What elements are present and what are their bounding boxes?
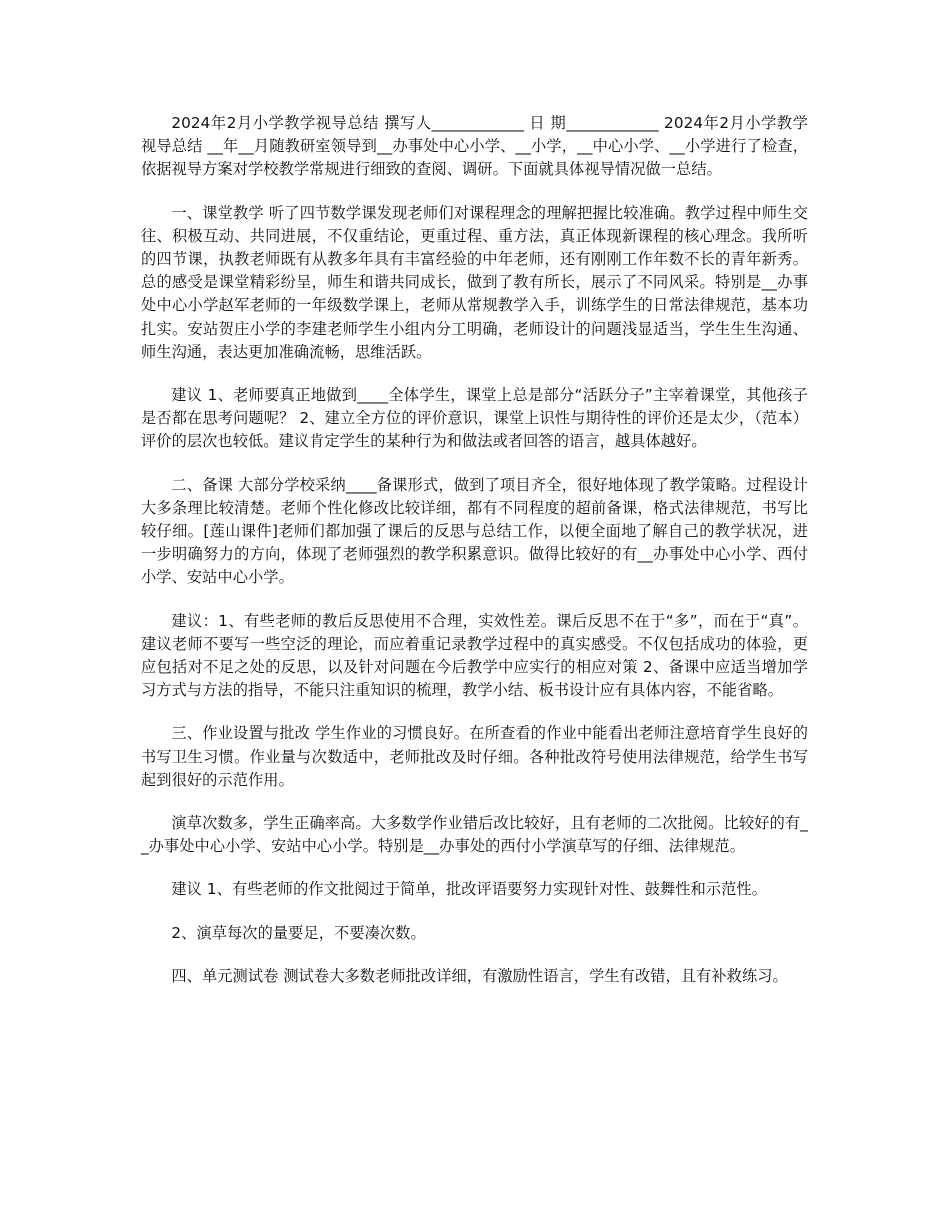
section-homework: 三、作业设置与批改 学生作业的习惯良好。在所查看的作业中能看出老师注意培育学生良好的书写卫生习惯。作业量与次数适中，老师批改及时仔细。各种批改符号使用法律规范，给学生书写起到很好的示范作用。 — [141, 724, 808, 789]
suggestion-homework-1: 建议 1、有些老师的作文批阅过于简单，批改评语要努力实现针对性、鼓舞性和示范性。 — [171, 880, 768, 899]
intro-paragraph: 2024年2月小学教学视导总结 撰写人____________ 日 期____________ 2024年2月小学教学视导总结 __年__月随教研室领导到__办事处中心小学、__小学，__中心小学、__小学进行了检查，依据视导方案对学校教学常规进行细致的查阅、调研。下面就具体视导情况做一总结。 — [141, 114, 808, 179]
section-unit-test: 四、单元测试卷 测试卷大多数老师批改详细，有激励性语言，学生有改错，且有补救练习。 — [171, 966, 788, 985]
suggestion-classroom: 建议 1、老师要真正地做到____全体学生，课堂上总是部分“活跃分子”主宰着课堂，其他孩子是否都在思考问题呢？ 2、建立全方位的评价意识，课堂上识性与期待性的评价还是太少，（范本）评价的层次也较低。建议肯定学生的某种行为和做法或者回答的语言，越具体越好。 — [141, 386, 808, 451]
suggestion-lesson-prep: 建议：1、有些老师的教后反思使用不合理，实效性差。课后反思不在于“多”，而在于“真”。建议老师不要写一些空泛的理论，而应着重记录教学过程中的真实感受。不仅包括成功的体验，更应包括对不足之处的反思，以及针对问题在今后教学中应实行的相应对策 2、备课中应适当增加学习方式与方法的指导，不能只注重知识的梳理，教学小结、板书设计应有具体内容，不能省略。 — [141, 611, 808, 700]
section-lesson-prep: 二、备课 大部分学校采纳____备课形式，做到了项目齐全，很好地体现了教学策略。过程设计大多条理比较清楚。老师个性化修改比较详细，都有不同程度的超前备课，格式法律规范，书写比较仔细。[莲山课件]老师们都加强了课后的反思与总结工作，以便全面地了解自己的教学状况，进一步明确努力的方向，体现了老师强烈的教学积累意识。做得比较好的有__办事处中心小学、西付小学、安站中心小学。 — [141, 475, 808, 587]
homework-draft-paragraph: 演草次数多，学生正确率高。大多数学作业错后改比较好，且有老师的二次批阅。比较好的有__办事处中心小学、安站中心小学。特别是__办事处的西付小学演草写的仔细、法律规范。 — [141, 814, 808, 856]
suggestion-homework-2: 2、演草每次的量要足，不要凑次数。 — [171, 923, 426, 942]
section-classroom-teaching: 一、课堂教学 听了四节数学课发现老师们对课程理念的理解把握比较准确。教学过程中师生交往、积极互动、共同进展，不仅重结论，更重过程、重方法，真正体现新课程的核心理念。我所听的四节课，执教老师既有从教多年具有丰富经验的中年老师，还有刚刚工作年数不长的青年新秀。总的感受是课堂精彩纷呈，师生和谐共同成长，做到了教有所长，展示了不同风采。特别是__办事处中心小学赵军老师的一年级数学课上，老师从常规教学入手，训练学生的日常法律规范，基本功扎实。安站贺庄小学的李建老师学生小组内分工明确，老师设计的问题浅显适当，学生生生沟通、师生沟通，表达更加准确流畅，思维活跃。 — [141, 203, 808, 361]
